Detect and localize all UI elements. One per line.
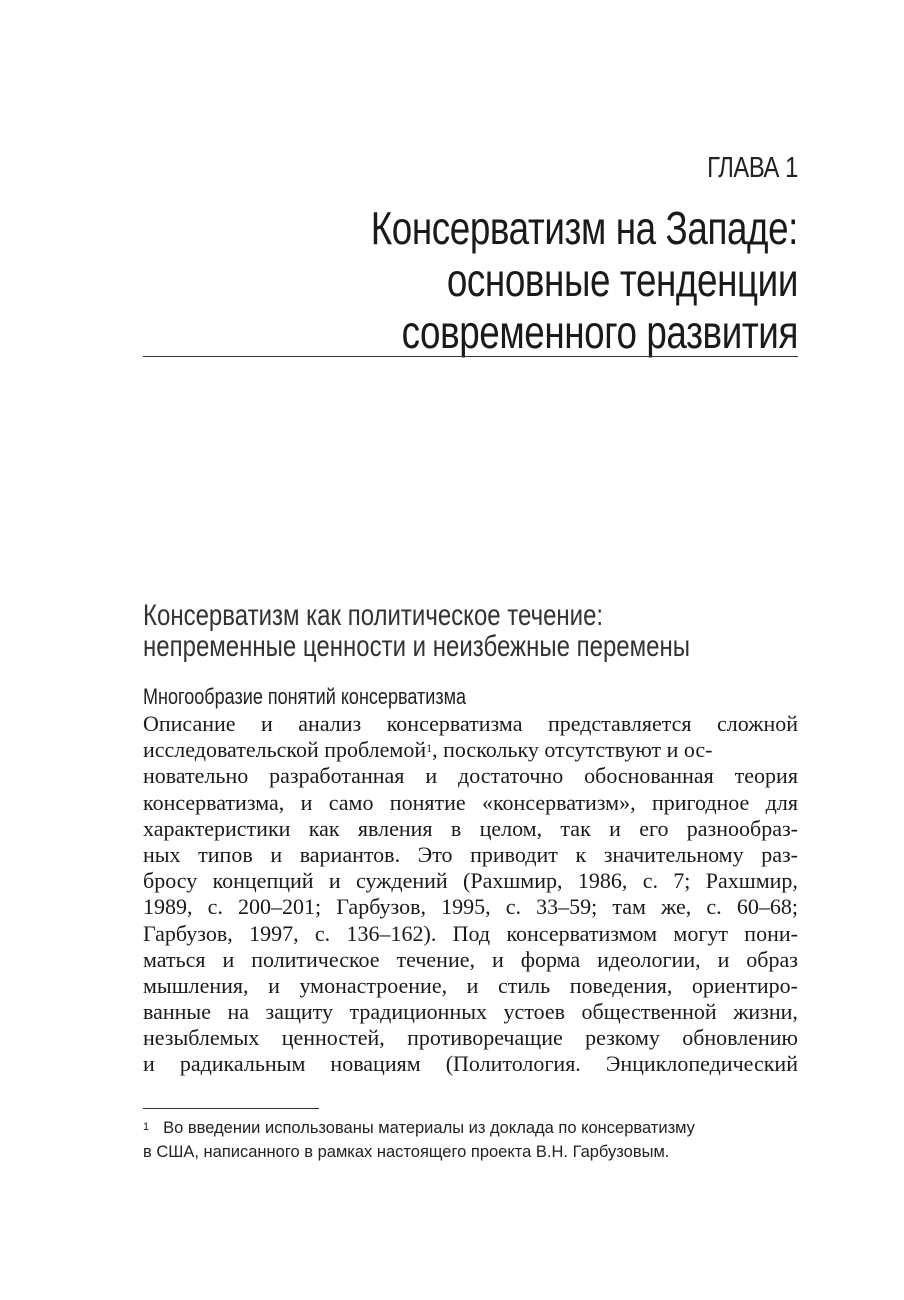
body-word: на bbox=[227, 999, 250, 1025]
body-word: теория bbox=[734, 763, 798, 789]
body-word: значительному bbox=[603, 841, 744, 867]
body-word: консерватизма bbox=[386, 711, 523, 736]
body-word: традиционных bbox=[349, 999, 488, 1025]
body-word: разработанная bbox=[269, 763, 405, 789]
body-line bbox=[143, 763, 798, 789]
body-word: незыблемых bbox=[143, 1025, 260, 1051]
body-word: в bbox=[450, 815, 462, 841]
body-word: 1986, bbox=[577, 868, 628, 894]
chapter-label: ГЛАВА 1 bbox=[707, 152, 798, 184]
body-word: радикальным bbox=[179, 1051, 306, 1077]
body-word: ориентиро- bbox=[691, 972, 798, 998]
body-word: само bbox=[328, 789, 374, 815]
body-word: с. bbox=[207, 894, 223, 920]
section-heading bbox=[143, 600, 843, 662]
footnote-divider bbox=[143, 1108, 319, 1109]
body-word: характеристики bbox=[143, 815, 291, 841]
body-word: обновлению bbox=[682, 1025, 798, 1051]
body-word: так bbox=[560, 815, 591, 841]
body-word: ных bbox=[143, 841, 181, 867]
body-word: и bbox=[328, 868, 341, 894]
body-line bbox=[143, 973, 798, 999]
body-word: Описание bbox=[143, 711, 236, 736]
body-word: (Политология. bbox=[445, 1051, 581, 1077]
body-word: 1997, bbox=[249, 920, 299, 946]
body-word: концепций bbox=[212, 868, 314, 894]
body-word: приводит bbox=[470, 841, 558, 867]
body-word: Рахшмир, bbox=[705, 868, 798, 894]
body-word: идеологии, bbox=[597, 946, 701, 972]
body-line bbox=[143, 711, 798, 737]
body-word: пони- bbox=[744, 920, 798, 946]
body-word: типов bbox=[198, 841, 253, 867]
body-line bbox=[143, 921, 798, 947]
body-line bbox=[143, 790, 798, 816]
body-word: резкому bbox=[585, 1025, 660, 1051]
chapter-title-line: современного развития bbox=[401, 306, 798, 358]
body-word: анализ bbox=[298, 711, 362, 736]
footnote-line bbox=[143, 1116, 798, 1140]
section-heading-line: Консерватизм как политическое течение: bbox=[143, 599, 604, 632]
body-word: разнообраз- bbox=[686, 815, 798, 841]
body-line bbox=[143, 894, 798, 920]
body-line bbox=[143, 737, 798, 763]
body-word: новациям bbox=[330, 1051, 421, 1077]
body-word: форма bbox=[520, 946, 581, 972]
body-word: мышления, bbox=[143, 972, 249, 998]
body-word: маться bbox=[143, 946, 206, 972]
body-word: 200–201; bbox=[238, 894, 322, 920]
body-word: целом, bbox=[479, 815, 543, 841]
section-heading-line: непременные ценности и неизбежные перемены bbox=[143, 630, 690, 663]
body-word: и bbox=[261, 711, 273, 736]
body-line bbox=[143, 816, 798, 842]
body-word: к bbox=[575, 841, 587, 867]
body-word: его bbox=[639, 815, 669, 841]
body-line bbox=[143, 1051, 798, 1077]
body-word: и bbox=[270, 841, 283, 867]
body-word: могут bbox=[673, 920, 728, 946]
body-word: политическое bbox=[251, 946, 380, 972]
body-word: суждений bbox=[356, 868, 448, 894]
body-word: с. bbox=[642, 868, 658, 894]
body-word: как bbox=[308, 815, 340, 841]
body-word: течение, bbox=[396, 946, 475, 972]
body-word: ценностей, bbox=[281, 1025, 385, 1051]
body-word: Энциклопедический bbox=[605, 1051, 798, 1077]
body-word: консерватизма, bbox=[143, 789, 285, 815]
body-word: с. bbox=[314, 920, 331, 946]
body-word: противоречащие bbox=[407, 1025, 563, 1051]
footnote-text: Во введении использованы материалы из доклада по консерватизму bbox=[163, 1119, 695, 1137]
body-word: 33–59; bbox=[536, 894, 598, 920]
body-word: консерватизмом bbox=[506, 920, 658, 946]
body-word: поведения, bbox=[569, 972, 673, 998]
body-word: раз- bbox=[761, 841, 798, 867]
body-word: и bbox=[491, 946, 504, 972]
chapter-title-line: Консерватизм на Западе: bbox=[370, 202, 798, 254]
body-line-text: исследовательской проблемой bbox=[143, 737, 427, 763]
body-word: там bbox=[612, 894, 646, 920]
body-word: 60–68; bbox=[736, 894, 798, 920]
body-line bbox=[143, 947, 798, 973]
body-word: Под bbox=[452, 920, 491, 946]
body-word: Это bbox=[417, 841, 453, 867]
body-word: вариантов. bbox=[299, 841, 401, 867]
body-word: Гарбузов, bbox=[336, 894, 427, 920]
chapter-divider bbox=[143, 356, 798, 357]
body-word: и bbox=[143, 1051, 155, 1077]
footnote-reference[interactable]: 1 bbox=[426, 741, 433, 756]
body-word: обоснованная bbox=[584, 763, 714, 789]
body-word: умонастроение, bbox=[299, 972, 448, 998]
body-word: защиту bbox=[265, 999, 334, 1025]
body-word: и bbox=[268, 972, 280, 998]
body-line bbox=[143, 842, 798, 868]
subsection-heading: Многообразие понятий консерватизма bbox=[143, 684, 467, 709]
body-word: и bbox=[609, 815, 621, 841]
body-word: с. bbox=[706, 894, 722, 920]
body-word: «консерватизм», bbox=[481, 789, 636, 815]
body-word: устоев bbox=[503, 999, 566, 1025]
chapter-title bbox=[140, 202, 798, 358]
body-word: общественной bbox=[581, 999, 717, 1025]
body-word: 136–162). bbox=[346, 920, 437, 946]
footnote-line: в США, написанного в рамках настоящего проекта В.Н. Гарбузовым. bbox=[143, 1143, 670, 1161]
body-word: жизни, bbox=[733, 999, 798, 1025]
body-word: бросу bbox=[143, 868, 198, 894]
body-word: и bbox=[222, 946, 235, 972]
body-word: понятие bbox=[389, 789, 466, 815]
body-word: Гарбузов, bbox=[143, 920, 233, 946]
body-word: 1989, bbox=[143, 894, 193, 920]
body-paragraph bbox=[143, 711, 798, 1078]
body-line-text: , поскольку отсутствуют и ос- bbox=[432, 737, 713, 763]
body-word: для bbox=[765, 789, 798, 815]
body-word: достаточно bbox=[458, 763, 564, 789]
body-word: новательно bbox=[143, 763, 249, 789]
body-word: пригодное bbox=[651, 789, 750, 815]
body-word: и bbox=[300, 789, 313, 815]
footnote bbox=[143, 1116, 798, 1164]
footnote-mark: 1 bbox=[143, 1121, 150, 1133]
body-word: 7; bbox=[673, 868, 691, 894]
chapter-title-line: основные тенденции bbox=[446, 254, 798, 306]
body-word: и bbox=[466, 972, 479, 998]
body-word: же, bbox=[661, 894, 692, 920]
body-line bbox=[143, 1025, 798, 1051]
body-word: явления bbox=[357, 815, 433, 841]
body-word: с. bbox=[505, 894, 522, 920]
body-word: 1995, bbox=[441, 894, 491, 920]
body-word: представляется bbox=[547, 711, 692, 736]
body-word: образ bbox=[746, 946, 798, 972]
body-word: (Рахшмир, bbox=[463, 868, 563, 894]
body-word: сложной bbox=[717, 711, 798, 736]
body-word: и bbox=[717, 946, 730, 972]
body-line bbox=[143, 999, 798, 1025]
body-word: стиль bbox=[497, 972, 551, 998]
body-word: ванные bbox=[143, 999, 211, 1025]
body-word: и bbox=[425, 763, 438, 789]
body-line bbox=[143, 868, 798, 894]
